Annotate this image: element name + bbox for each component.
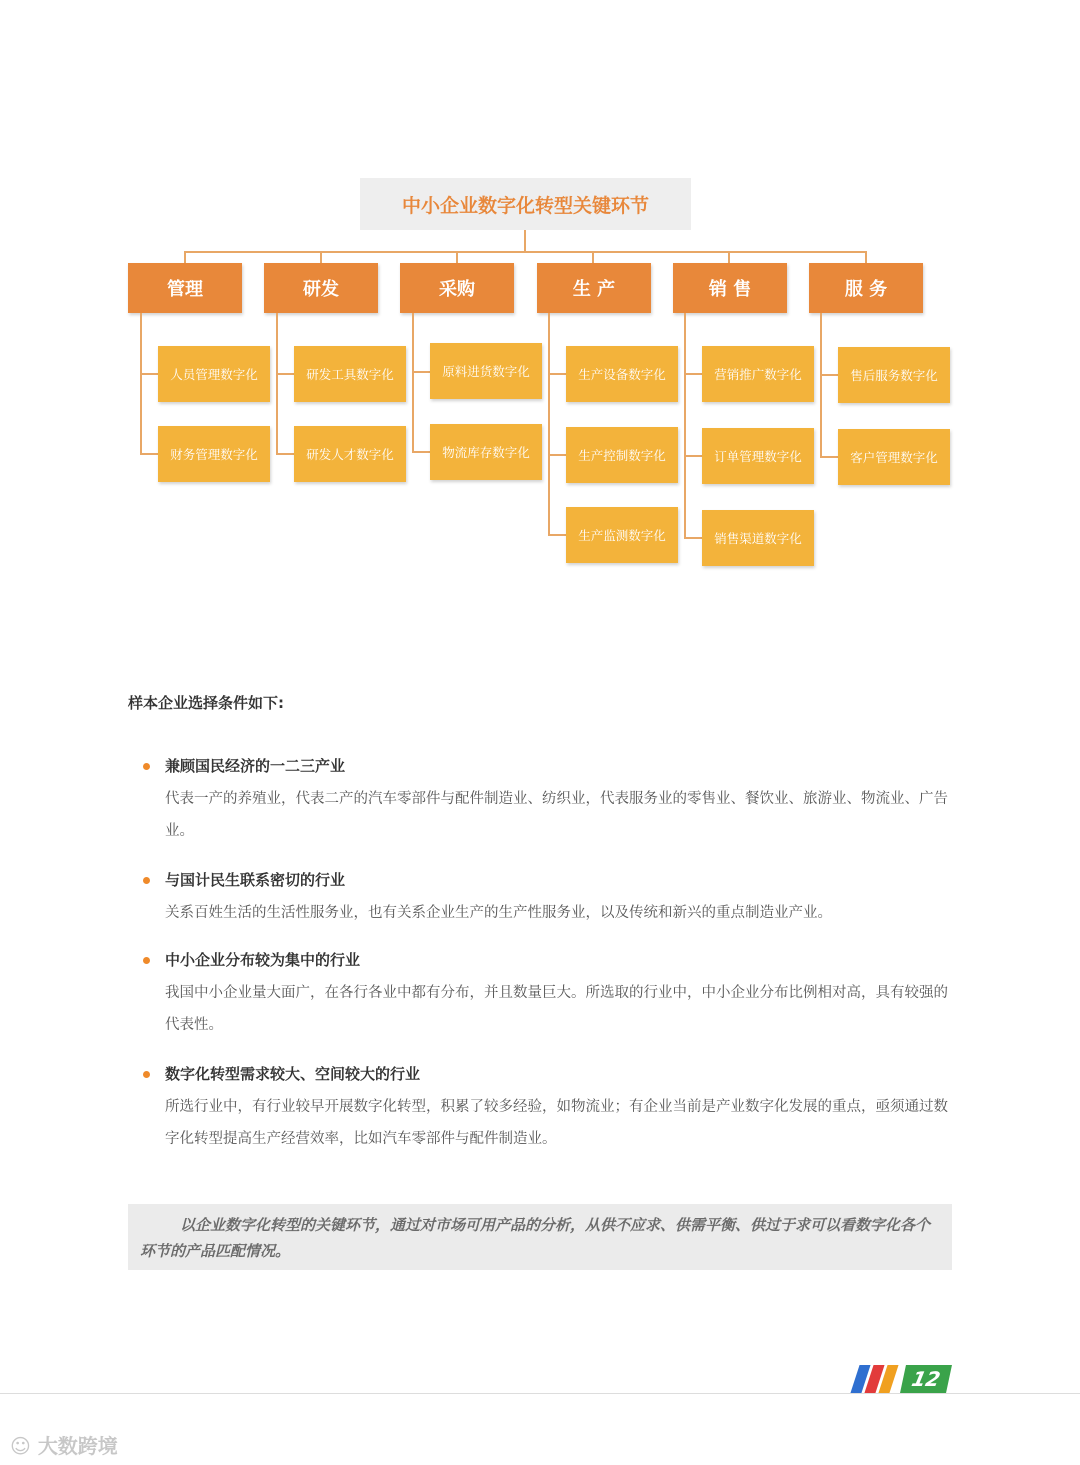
connector: [592, 251, 594, 263]
connector: [140, 453, 158, 455]
watermark-text: 大数跨境: [37, 1434, 118, 1458]
connector: [140, 313, 142, 455]
connector: [184, 251, 186, 263]
item-marketing: 营销推广数字化: [702, 346, 814, 402]
connector: [820, 313, 822, 457]
connector: [548, 534, 566, 536]
connector: [412, 371, 430, 373]
connector: [320, 251, 322, 263]
connector: [865, 251, 867, 263]
category-procurement: 采购: [400, 263, 514, 313]
footer-rule: [0, 1393, 1080, 1394]
item-customer-management: 客户管理数字化: [838, 429, 950, 485]
item-rnd-tools: 研发工具数字化: [294, 346, 406, 402]
bullet-icon: [143, 1071, 150, 1078]
bullet-body: 所选行业中，有行业较早开展数字化转型，积累了较多经验，如物流业；有企业当前是产业数字化发展的重点，亟须通过数字化转型提高生产经营效率，比如汽车零部件与配件制造业。: [165, 1099, 948, 1147]
connector: [524, 230, 526, 252]
connector: [820, 374, 838, 376]
item-raw-materials: 原料进货数字化: [430, 343, 542, 399]
bullet-icon: [143, 957, 150, 964]
summary-note: 以企业数字化转型的关键环节，通过对市场可用产品的分析，从供不应求、供需平衡、供过于求可以看数字化各个环节的产品匹配情况。: [128, 1204, 952, 1270]
connector: [456, 251, 458, 263]
connector: [684, 373, 702, 375]
bullet-icon: [143, 877, 150, 884]
category-rnd: 研发: [264, 263, 378, 313]
item-finance: 财务管理数字化: [158, 426, 270, 482]
item-personnel: 人员管理数字化: [158, 346, 270, 402]
bullet-body: 关系百姓生活的生活性服务业，也有关系企业生产的生产性服务业，以及传统和新兴的重点制造业产业。: [165, 905, 832, 921]
bullet-body: 我国中小企业量大面广，在各行各业中都有分布，并且数量巨大。所选取的行业中，中小企业分布比例相对高，具有较强的代表性。: [165, 985, 948, 1033]
connector: [412, 451, 430, 453]
bullet-title: 与国计民生联系密切的行业: [165, 871, 346, 889]
chart-title: 中小企业数字化转型关键环节: [360, 178, 691, 230]
watermark-icon: ☺: [10, 1434, 38, 1458]
bullet-title: 中小企业分布较为集中的行业: [165, 951, 361, 969]
connector: [548, 454, 566, 456]
connector: [276, 373, 294, 375]
item-orders: 订单管理数字化: [702, 428, 814, 484]
bullet-body: 代表一产的养殖业，代表二产的汽车零部件与配件制造业、纺织业，代表服务业的零售业、餐饮业、旅游业、物流业、广告业。: [165, 791, 948, 839]
connector: [728, 251, 730, 263]
bullet-icon: [143, 763, 150, 770]
category-production: 生 产: [537, 263, 651, 313]
connector: [140, 373, 158, 375]
connector: [276, 453, 294, 455]
intro-text: 样本企业选择条件如下:: [128, 694, 284, 712]
connector: [184, 251, 867, 253]
item-sales-channels: 销售渠道数字化: [702, 510, 814, 566]
item-production-equipment: 生产设备数字化: [566, 346, 678, 402]
item-production-control: 生产控制数字化: [566, 427, 678, 483]
category-sales: 销 售: [673, 263, 787, 313]
connector: [684, 313, 686, 538]
category-management: 管理: [128, 263, 242, 313]
item-production-monitoring: 生产监测数字化: [566, 507, 678, 563]
connector: [412, 313, 414, 453]
connector: [548, 373, 566, 375]
connector: [548, 313, 550, 535]
bullet-title: 兼顾国民经济的一二三产业: [165, 757, 346, 775]
watermark-logo: [10, 1430, 118, 1459]
connector: [684, 537, 702, 539]
item-after-sales: 售后服务数字化: [838, 347, 950, 403]
item-logistics: 物流库存数字化: [430, 424, 542, 480]
connector: [684, 455, 702, 457]
page-number: 12: [900, 1365, 952, 1393]
item-rnd-talent: 研发人才数字化: [294, 426, 406, 482]
bullet-title: 数字化转型需求较大、空间较大的行业: [165, 1065, 421, 1083]
connector: [276, 313, 278, 455]
category-service: 服 务: [809, 263, 923, 313]
connector: [820, 456, 838, 458]
